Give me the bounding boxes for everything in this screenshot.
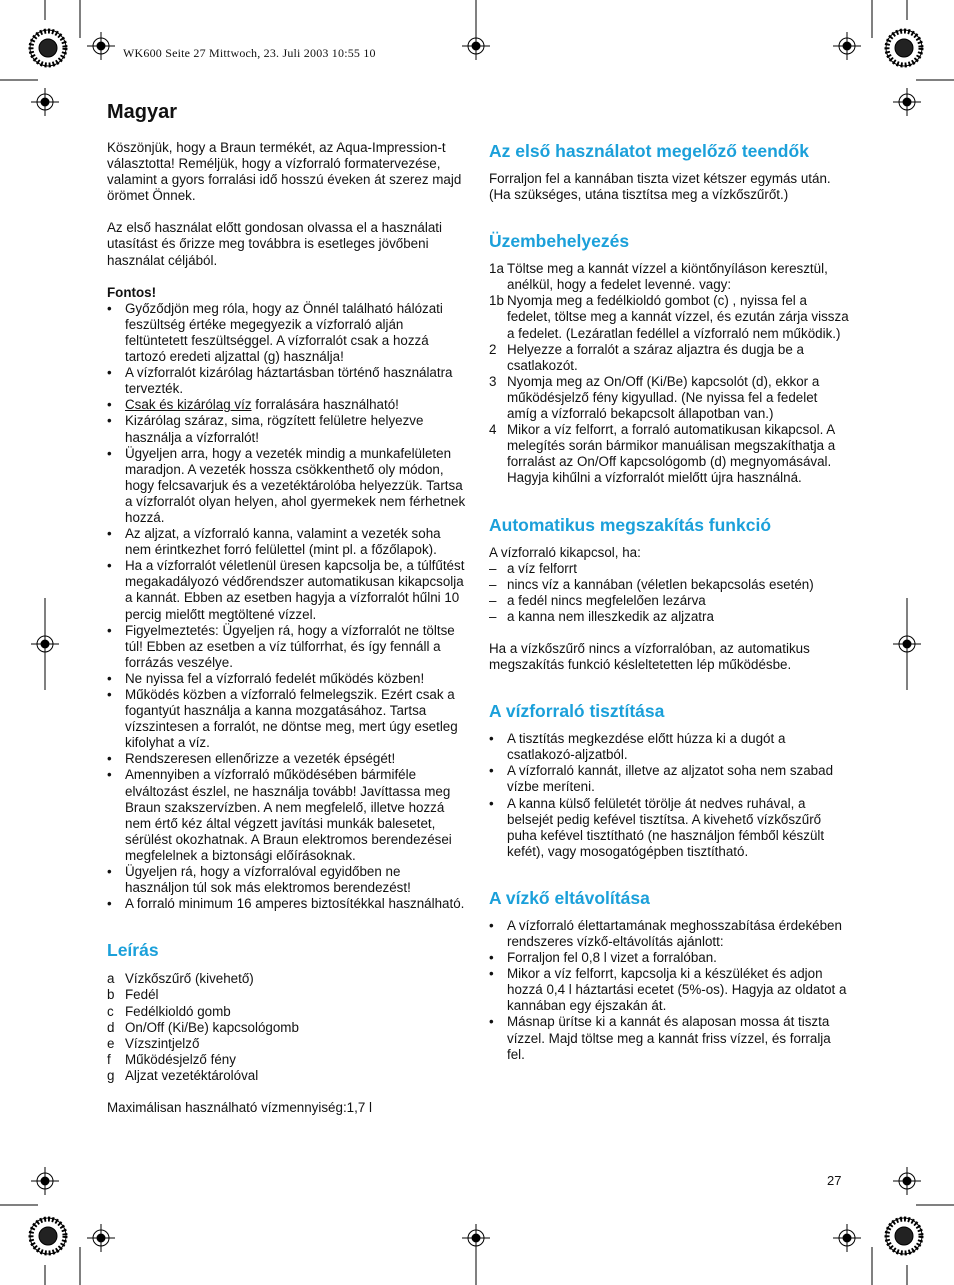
print-header: WK600 Seite 27 Mittwoch, 23. Juli 2003 10:55 10 [123, 46, 376, 60]
safety-item: • Kizárólag száraz, sima, rögzített felületre helyezve használja a vízforralót! [107, 413, 467, 445]
right-column [489, 140, 849, 1063]
descaling-item: • A vízforraló élettartamának meghosszabítása érdekében rendszeres vízkő-eltávolítás ajánlott: [489, 918, 849, 950]
safety-item: • Működés közben a vízforraló felmelegszik. Ezért csak a fogantyút használja a kanna mozgatásához. Tartsa vízszintesen a forralót, ne döntse meg, mert úgy esetleg kifolyhat a víz. [107, 687, 467, 751]
auto-shutoff-item: – nincs víz a kannában (véletlen bekapcsolás esetén) [489, 576, 814, 592]
safety-item: • Rendszeresen ellenőrizze a vezeték épségét! [107, 751, 467, 767]
operation-heading: Üzembehelyezés [489, 231, 630, 252]
descaling-item: • Másnap ürítse ki a kannát és alaposan mossa át tiszta vízzel. Majd töltse meg a kannát friss vízzel, és forralja fel. [489, 1014, 849, 1062]
safety-item: • A vízforralót kizárólag háztartásban történő használatra tervezték. [107, 365, 467, 397]
safety-item: • Amennyiben a vízforraló működésében bármiféle elváltozást észlel, ne használja tovább! Javíttassa meg Braun szakszervízben. A nem megfelelő, illetve hozzá nem értő kéz által végzett javítási munkák balesetet, sérülést okozhatnak. A Braun elektromos berendezései megfelelnek a biztonsági előírásoknak. [107, 767, 467, 864]
operation-step: 1a Töltse meg a kannát vízzel a kiöntőnyíláson keresztül, anélkül, hogy a fedelet levenné. vagy: [489, 261, 828, 293]
description-heading: Leírás [107, 940, 159, 961]
descaling-heading: A vízkő eltávolítása [489, 887, 650, 908]
safety-item [107, 397, 467, 413]
intro-paragraph-1: Köszönjük, hogy a Braun termékét, az Aqua-Impression-t választotta! Reméljük, hogy a vízforraló formatervezése, valamint a gyors forralási idő hosszú éveken át szerez majd örömet Önnek. [107, 140, 462, 204]
descaling-item: • Forraljon fel 0,8 l vizet a forralóban. [489, 950, 849, 966]
water-only-emphasis: Csak és kizárólag víz [125, 397, 252, 413]
auto-shutoff-heading: Automatikus megszakítás funkció [489, 514, 772, 535]
safety-item: • Ne nyissa fel a vízforraló fedelét működés közben! [107, 671, 467, 687]
page-number: 27 [827, 1173, 842, 1188]
safety-item: • A forraló minimum 16 amperes biztosítékkal használható. [107, 896, 467, 912]
auto-shutoff-item: – a kanna nem illeszkedik az aljzatra [489, 608, 714, 624]
safety-item: • Ügyeljen arra, hogy a vezeték mindig a munkafelületen maradjon. A vezeték hossza csökkenthető oly módon, hogy felcsavarjuk és a vezetéktárolóba helyezzük. Tartsa a vízforralót olyan helyen, ahol gyermekek nem férhetnek hozzá. [107, 446, 467, 526]
max-volume-note: Maximálisan használható vízmennyiség:1,7 l [107, 1099, 372, 1115]
safety-item: • Ügyeljen rá, hogy a vízforralóval egyidőben ne használjon túl sok más elektromos berendezést! [107, 864, 467, 896]
safety-item: • Győződjön meg róla, hogy az Önnél található hálózati feszültség értéke megegyezik a vízforraló alján feltüntetett feszültséggel. A vízforralót csak a hozzá tartozó eredeti aljzattal (g) használja! [107, 301, 467, 365]
cleaning-heading: A vízforraló tisztítása [489, 701, 665, 722]
part-item: f Működésjelző fény [107, 1051, 236, 1067]
descaling-item: • Mikor a víz felforrt, kapcsolja ki a készüléket és adjon hozzá 0,4 l háztartási ecetet (5%-os). Hagyja az oldatot a kannában egy éjszakán át. [489, 966, 849, 1014]
auto-shutoff-intro: A vízforraló kikapcsol, ha: [489, 544, 641, 560]
safety-list [107, 301, 467, 913]
page-title: Magyar [107, 101, 178, 123]
cleaning-item: • A tisztítás megkezdése előtt húzza ki a dugót a csatlakozó-aljzatból. [489, 731, 849, 763]
safety-item: • Figyelmeztetés: Ügyeljen rá, hogy a vízforralót ne töltse túl! Ebben az esetben a víz túlforrhat, és így fennáll a forrázás veszélye. [107, 623, 467, 671]
auto-shutoff-item: – a fedél nincs megfelelően lezárva [489, 592, 706, 608]
safety-item: • Az aljzat, a vízforraló kanna, valamint a vezeték soha nem érintkezhet forró felülettel (mint pl. a főzőlapok). [107, 526, 467, 558]
operation-step: 4 Mikor a víz felforrt, a forraló automatikusan kikapcsol. A melegítés során bármikor manuálisan megszakíthatja a forralást az On/Off kapcsológomb (d) megnyomásával. Hagyja kihűlni a vízforralót mielőtt újra használná. [489, 422, 836, 486]
cleaning-item: • A vízforraló kannát, illetve az aljzatot soha nem szabad vízbe meríteni. [489, 763, 849, 795]
parts-list [107, 971, 467, 1084]
part-item: d On/Off (Ki/Be) kapcsológomb [107, 1019, 299, 1035]
intro-paragraph-2: Az első használat előtt gondosan olvassa el a használati utasítást és őrizze meg továbbra is esetleges jövőbeni használat céljából. [107, 220, 442, 268]
part-item: c Fedélkioldó gomb [107, 1003, 231, 1019]
descaling-list [489, 918, 849, 1063]
cleaning-list [489, 731, 849, 860]
important-label: Fontos! [107, 284, 157, 300]
first-use-heading: Az első használatot megelőző teendők [489, 141, 809, 161]
auto-shutoff-note: Ha a vízkőszűrő nincs a vízforralóban, az automatikus megszakítás funkció késleltetetten lép működésbe. [489, 640, 810, 673]
part-item: g Aljzat vezetéktárolóval [107, 1067, 259, 1083]
cleaning-item: • A kanna külső felületét törölje át nedves ruhával, a belsejét pedig kefével tisztítsa. A kivehető vízkőszűrő puha kefével tisztítható (ne használjon fémből készült kefét), vagy mosogatógépben tisztítható. [489, 796, 849, 860]
operation-step: 2 Helyezze a forralót a száraz aljaztra és dugja be a csatlakozót. [489, 341, 804, 373]
part-item: b Fedél [107, 987, 159, 1003]
auto-shutoff-list [489, 561, 849, 625]
operation-steps [489, 261, 849, 486]
water-only-rest: forralására használható! [251, 397, 399, 413]
first-use-text: Forraljon fel a kannában tiszta vizet kétszer egymás után. (Ha szükséges, utána tisztítsa meg a vízkőszűrőt.) [489, 171, 831, 203]
operation-step: 1b Nyomja meg a fedélkioldó gombot (c) , nyissa fel a fedelet, töltse meg a kannát vízzel, és ezután zárja vissza a fedelet. (Lezáratlan fedéllel a vízforraló nem működik.) [489, 293, 849, 341]
safety-item: • Ha a vízforralót véletlenül üresen kapcsolja be, a túlfűtést megakadályozó védőrendszer automatikusan kikapcsolja a kannát. Ebben az esetben hagyja a vízforralót hűlni 10 percig mielőtt megtöltené vízzel. [107, 558, 467, 622]
auto-shutoff-item: – a víz felforrt [489, 560, 577, 576]
part-item: a Vízkőszűrő (kivehető) [107, 971, 254, 987]
part-item: e Vízszintjelző [107, 1035, 200, 1051]
left-column [107, 140, 467, 1116]
operation-step: 3 Nyomja meg az On/Off (Ki/Be) kapcsolót (d), ekkor a működésjelző fény kigyullad. (Ne nyissa fel a fedelet amíg a vízforraló bekapcsolt állapotban van.) [489, 373, 820, 422]
